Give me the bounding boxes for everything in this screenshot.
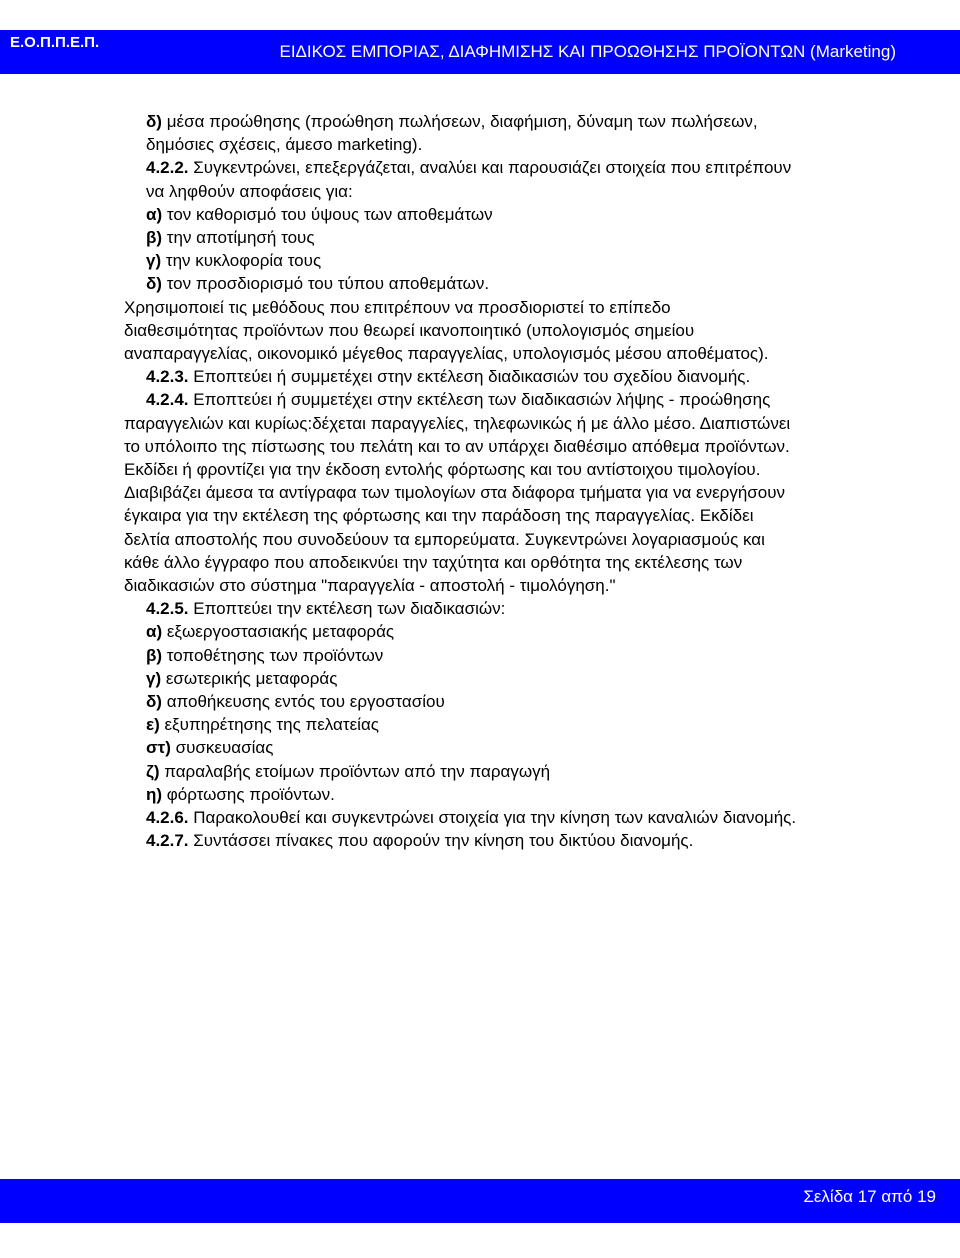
header-department: ΕΙΔΙΚΟΣ ΕΜΠΟΡΙΑΣ, ΔΙΑΦΗΜΙΣΗΣ ΚΑΙ ΠΡΟΩΘΗΣΗΣ ΠΡΟΪΟΝΤΩΝ (Marketing): [279, 42, 896, 61]
item-label: γ): [146, 668, 162, 688]
line-7: γ) την κυκλοφορία τους: [146, 251, 322, 271]
item-label: γ): [146, 251, 162, 271]
item-label: α): [146, 622, 163, 642]
item-label: ε): [146, 715, 160, 735]
line-6: β) την αποτίμησή τους: [146, 228, 315, 248]
page-footer: [0, 1179, 960, 1223]
item-label: δ): [146, 112, 162, 131]
line-10: διαθεσιμότητας προϊόντων που θεωρεί ικανοποιητικό (υπολογισμός σημείου: [124, 320, 695, 340]
line-30: η) φόρτωσης προϊόντων.: [146, 784, 335, 804]
page-header: [0, 30, 960, 74]
line-5: α) τον καθορισμό του ύψους των αποθεμάτων: [146, 204, 493, 224]
item-label: δ): [146, 274, 162, 294]
line-1: δ) μέσα προώθησης (προώθηση πωλήσεων, διαφήμιση, δύναμη των πωλήσεων,: [146, 112, 758, 131]
page-number: Σελίδα 17 από 19: [803, 1187, 936, 1206]
section-number: 4.2.2.: [146, 158, 189, 178]
line-11: αναπαραγγελίας, οικονομικό μέγεθος παραγγελίας, υπολογισμός μέσου αποθέματος).: [124, 344, 769, 364]
line-19: δελτία αποστολής που συνοδεύουν τα εμπορεύματα. Συγκεντρώνει λογαριασμούς και: [124, 529, 765, 549]
line-13: 4.2.4. Εποπτεύει ή συμμετέχει στην εκτέλεση των διαδικασιών λήψης - προώθησης: [146, 390, 771, 410]
line-22: 4.2.5. Εποπτεύει την εκτέλεση των διαδικασιών:: [146, 599, 506, 619]
line-15: το υπόλοιπο της πίστωσης του πελάτη και το αν υπάρχει διαθέσιμο απόθεμα προϊόντων.: [124, 436, 790, 456]
line-21: διαδικασιών στο σύστημα "παραγγελία - αποστολή - τιμολόγηση.": [124, 576, 616, 596]
line-24: β) τοποθέτησης των προϊόντων: [146, 645, 384, 665]
section-number: 4.2.6.: [146, 808, 189, 828]
section-number: 4.2.4.: [146, 390, 189, 410]
item-label: ζ): [146, 761, 160, 781]
item-label: β): [146, 645, 163, 665]
line-25: γ) εσωτερικής μεταφοράς: [146, 668, 338, 688]
line-16: Εκδίδει ή φροντίζει για την έκδοση εντολής φόρτωσης και του αντίστοιχου τιμολογίου.: [124, 460, 761, 480]
line-31: 4.2.6. Παρακολουθεί και συγκεντρώνει στοιχεία για την κίνηση των καναλιών διανομής.: [146, 808, 797, 828]
line-12: 4.2.3. Εποπτεύει ή συμμετέχει στην εκτέλεση διαδικασιών του σχεδίου διανομής.: [146, 367, 751, 387]
item-label: δ): [146, 692, 162, 712]
item-label: β): [146, 228, 163, 248]
section-number: 4.2.5.: [146, 599, 189, 619]
header-organization: Ε.Ο.Π.Π.Ε.Π.: [10, 34, 100, 51]
line-9: Χρησιμοποιεί τις μεθόδους που επιτρέπουν να προσδιοριστεί το επίπεδο: [124, 297, 671, 317]
line-2: δημόσιες σχέσεις, άμεσο marketing).: [146, 135, 423, 155]
line-17: Διαβιβάζει άμεσα τα αντίγραφα των τιμολογίων στα διάφορα τμήματα για να ενεργήσουν: [124, 483, 786, 503]
line-28: στ) συσκευασίας: [146, 738, 274, 758]
item-label: στ): [146, 738, 171, 758]
line-4: να ληφθούν αποφάσεις για:: [146, 181, 353, 201]
line-3: 4.2.2. Συγκεντρώνει, επεξεργάζεται, αναλύει και παρουσιάζει στοιχεία που επιτρέπουν: [146, 158, 792, 178]
line-26: δ) αποθήκευσης εντός του εργοστασίου: [146, 692, 445, 712]
line-20: κάθε άλλο έγγραφο που αποδεικνύει την ταχύτητα και ορθότητα της εκτέλεσης των: [124, 552, 743, 572]
line-27: ε) εξυπηρέτησης της πελατείας: [146, 715, 379, 735]
line-29: ζ) παραλαβής ετοίμων προϊόντων από την παραγωγή: [146, 761, 551, 781]
line-8: δ) τον προσδιορισμό του τύπου αποθεμάτων.: [146, 274, 490, 294]
section-number: 4.2.3.: [146, 367, 189, 387]
section-number: 4.2.7.: [146, 831, 189, 851]
line-23: α) εξωεργοστασιακής μεταφοράς: [146, 622, 395, 642]
item-label: α): [146, 204, 163, 224]
document-body: [124, 110, 924, 853]
line-32: 4.2.7. Συντάσσει πίνακες που αφορούν την κίνηση του δικτύου διανομής.: [146, 831, 694, 851]
line-14: παραγγελιών και κυρίως:δέχεται παραγγελίες, τηλεφωνικώς ή με άλλο μέσο. Διαπιστώνει: [124, 413, 791, 433]
item-label: η): [146, 784, 163, 804]
line-18: έγκαιρα για την εκτέλεση της φόρτωσης και την παράδοση της παραγγελίας. Εκδίδει: [124, 506, 754, 526]
